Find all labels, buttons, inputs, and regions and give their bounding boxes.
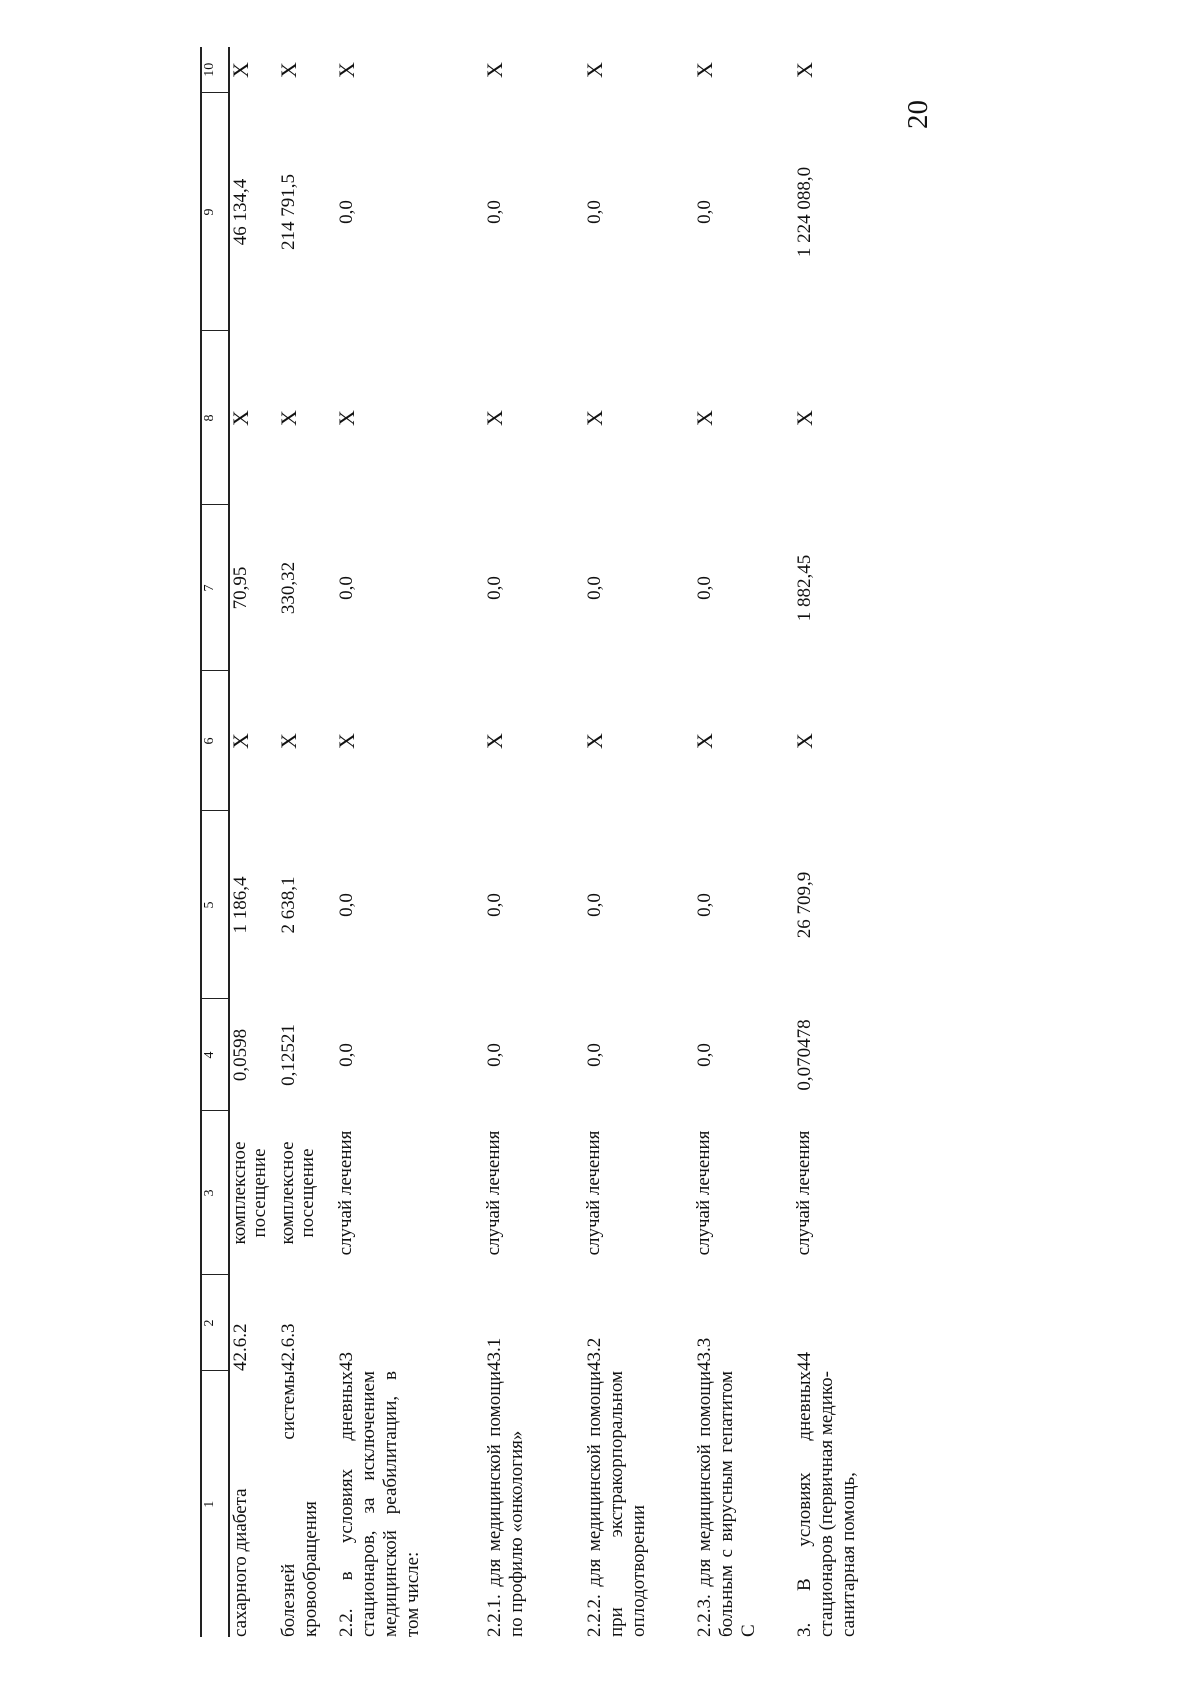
table-row (336, 47, 484, 1637)
cell-value: 0,0 (336, 1043, 357, 1067)
cell-value: 214 791,5 (278, 174, 299, 250)
cell-value: 0,0 (336, 893, 357, 917)
cell-value: 1 224 088,0 (794, 166, 815, 258)
cell-name: 2.2.1. для медицинской помощи по профилю «онкология» (484, 1371, 527, 1637)
cell-value: 0,0 (584, 200, 605, 224)
cell-value: 330,32 (278, 561, 299, 615)
table-row (794, 47, 904, 1637)
cell-name: 3. В условиях дневных стационаров (первичная медико-санитарная помощь, (794, 1371, 859, 1637)
cell-x: Х (482, 410, 507, 426)
cell-value: 0,0 (484, 200, 505, 224)
cell-unit: комплексное посещение (277, 1141, 318, 1245)
cell-value: 0,0 (694, 893, 715, 917)
cell-value: 46 134,4 (230, 178, 251, 246)
cell-value: 0,070478 (794, 1019, 815, 1091)
cell-x: Х (792, 733, 817, 749)
cell-value: 0,0 (584, 576, 605, 600)
cell-name: 2.2.3. для медицинской помощи больным с вирусным гепатитом С (694, 1371, 759, 1637)
cell-x: Х (582, 62, 607, 78)
cell-value: 1 882,45 (794, 554, 815, 622)
cell-unit: случай лечения (693, 1130, 714, 1256)
cell-x: Х (792, 62, 817, 78)
cell-x: Х (228, 410, 253, 426)
col-header-6: 6 (201, 671, 229, 811)
col-header-7: 7 (201, 505, 229, 671)
cell-value: 0,0 (336, 576, 357, 600)
col-header-3: 3 (201, 1111, 229, 1275)
cell-x: Х (276, 733, 301, 749)
cell-value: 26 709,9 (794, 871, 815, 939)
table-row (229, 47, 278, 1637)
cell-value: 0,0 (694, 200, 715, 224)
col-header-10: 10 (201, 47, 229, 93)
cell-value: 0,0 (584, 1043, 605, 1067)
cell-unit: случай лечения (483, 1130, 504, 1256)
cell-x: Х (792, 410, 817, 426)
cell-x: Х (482, 733, 507, 749)
cell-name: 2.2. в условиях дневных стационаров, за исключением медицинской реабилитации, в том числе: (336, 1371, 423, 1637)
cell-value: 0,0 (484, 893, 505, 917)
cell-value: 0,0 (584, 893, 605, 917)
cell-x: Х (482, 62, 507, 78)
col-header-8: 8 (201, 331, 229, 505)
cell-unit: случай лечения (583, 1130, 604, 1256)
cell-value: 0,0 (484, 576, 505, 600)
col-header-9: 9 (201, 93, 229, 331)
cell-value: 70,95 (230, 566, 251, 610)
cell-row-number: 43.1 (484, 1337, 505, 1371)
cell-unit: случай лечения (335, 1130, 356, 1256)
table-row (484, 47, 584, 1637)
cell-value: 1 186,4 (230, 876, 251, 934)
table-row (278, 47, 336, 1637)
cell-name: болезней системы кровообращения (278, 1371, 321, 1637)
cell-x: Х (334, 62, 359, 78)
cell-value: 0,12521 (278, 1024, 299, 1086)
cell-x: Х (582, 733, 607, 749)
table-row (694, 47, 794, 1637)
cell-name: сахарного диабета (230, 1488, 251, 1637)
cell-row-number: 43 (336, 1352, 357, 1371)
cell-x: Х (276, 410, 301, 426)
col-header-5: 5 (201, 811, 229, 999)
cell-x: Х (228, 62, 253, 78)
page-number: 20 (902, 100, 934, 129)
cell-x: Х (582, 410, 607, 426)
cell-x: Х (228, 733, 253, 749)
cell-value: 0,0 (484, 1043, 505, 1067)
col-header-4: 4 (201, 999, 229, 1111)
col-header-2: 2 (201, 1275, 229, 1371)
cell-row-number: 42.6.3 (278, 1323, 299, 1371)
col-header-1: 1 (201, 1371, 229, 1637)
cell-row-number: 43.2 (584, 1337, 605, 1371)
data-table (200, 47, 904, 1637)
cell-value: 2 638,1 (278, 876, 299, 934)
cell-row-number: 42.6.2 (230, 1323, 251, 1371)
cell-x: Х (692, 733, 717, 749)
cell-x: Х (334, 733, 359, 749)
cell-value: 0,0 (694, 1043, 715, 1067)
table-row (584, 47, 694, 1637)
cell-value: 0,0 (694, 576, 715, 600)
cell-x: Х (692, 410, 717, 426)
cell-unit: комплексное посещение (229, 1141, 270, 1245)
cell-value: 0,0598 (230, 1028, 251, 1082)
cell-row-number: 43.3 (694, 1337, 715, 1371)
cell-x: Х (692, 62, 717, 78)
cell-name: 2.2.2. для медицинской помощи при экстракорпоральном оплодотворении (584, 1371, 649, 1637)
header-row (201, 47, 229, 1637)
cell-x: Х (276, 62, 301, 78)
cell-unit: случай лечения (793, 1130, 814, 1256)
cell-x: Х (334, 410, 359, 426)
cell-value: 0,0 (336, 200, 357, 224)
cell-row-number: 44 (794, 1352, 815, 1371)
